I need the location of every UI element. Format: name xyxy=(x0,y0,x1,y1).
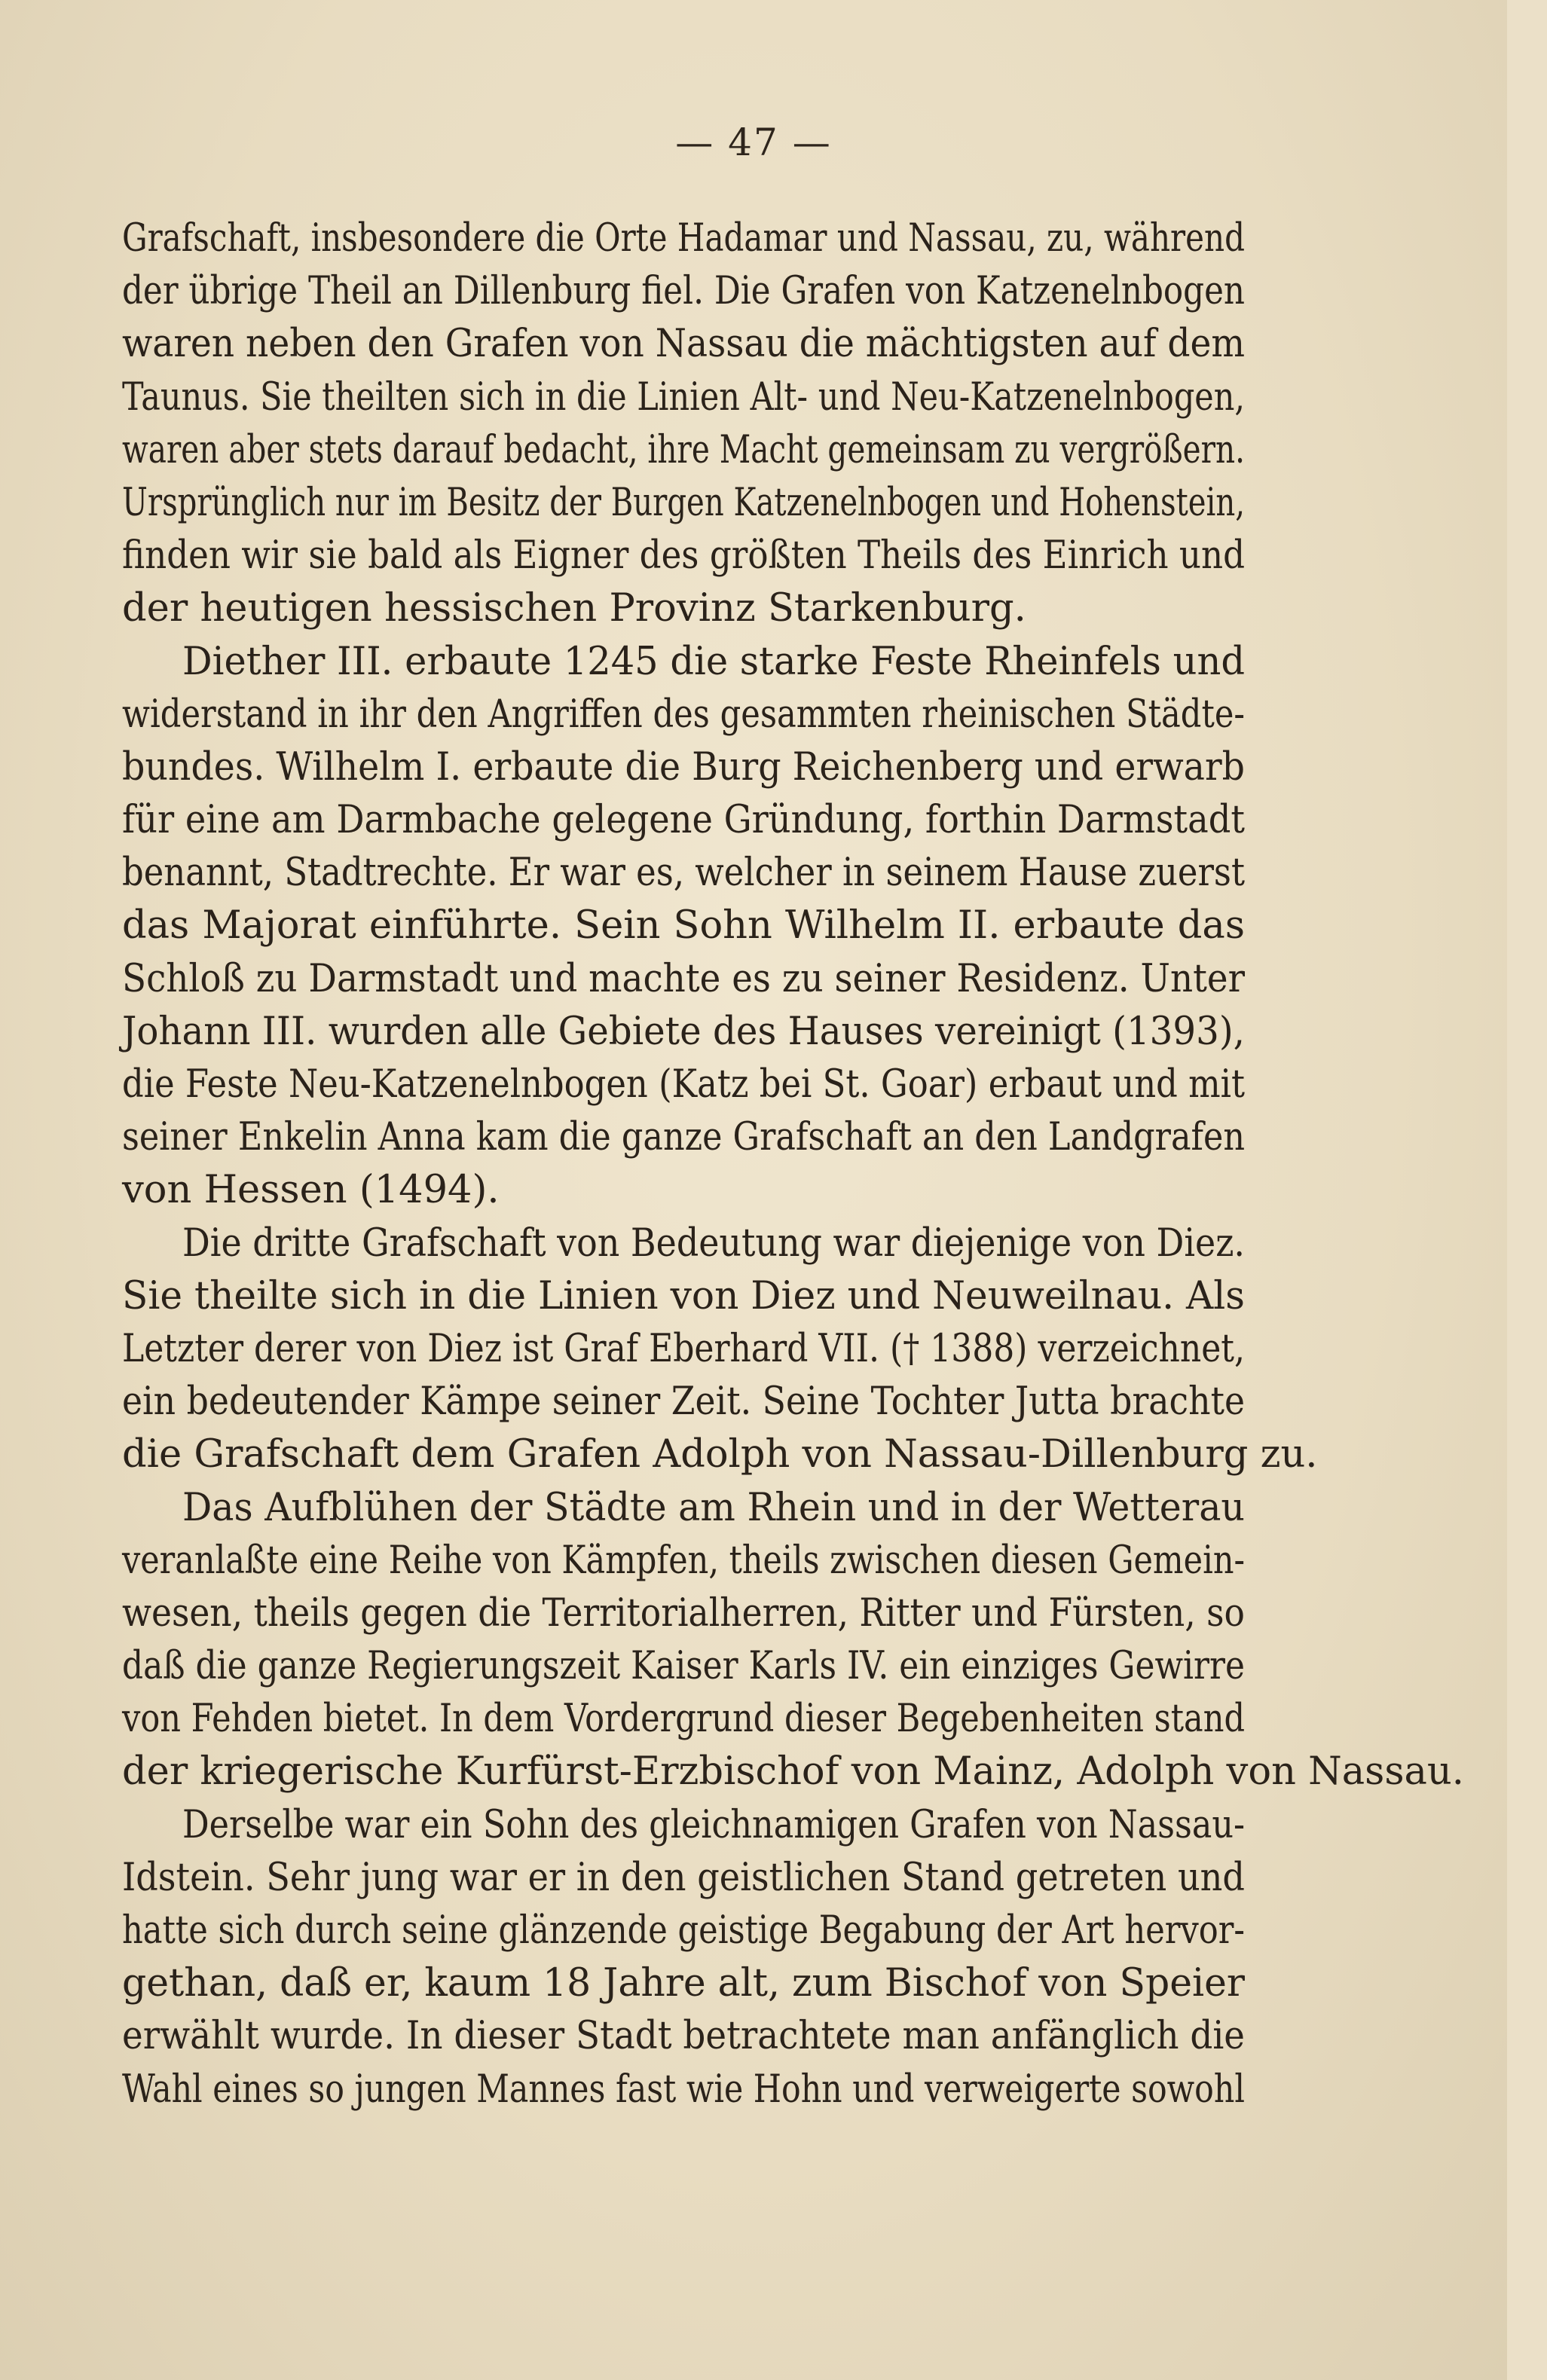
text-line xyxy=(122,371,1245,424)
text-line-content: Derselbe war ein Sohn des gleichnamigen Grafen von Nassau- xyxy=(182,1802,1245,1847)
text-line xyxy=(122,689,1245,741)
text-line-content: die Feste Neu-Katzenelnbogen (Katz bei St. Goar) erbaut und mit xyxy=(122,1062,1245,1107)
text-line xyxy=(122,530,1245,582)
text-line-content: Diether III. erbaute 1245 die starke Feste Rheinfels und xyxy=(182,639,1245,684)
text-line-content: Das Aufblühen der Städte am Rhein und in der Wetterau xyxy=(182,1485,1245,1530)
text-line xyxy=(122,1640,1245,1693)
text-line xyxy=(122,2064,1245,2116)
text-line xyxy=(122,1587,1245,1640)
text-line-content: finden wir sie bald als Eigner des größten Theils des Einrich und xyxy=(122,533,1245,579)
text-line xyxy=(122,953,1245,1006)
text-line xyxy=(122,582,1245,635)
page-number: — 47 — xyxy=(675,121,832,164)
text-line xyxy=(122,1905,1245,1957)
text-line-content: Schloß zu Darmstadt und machte es zu seiner Residenz. Unter xyxy=(122,956,1245,1001)
text-line-content: für eine am Darmbache gelegene Gründung, forthin Darmstadt xyxy=(122,798,1245,843)
text-line-content: Sie theilte sich in die Linien von Diez und Neuweilnau. Als xyxy=(122,1273,1245,1318)
text-line xyxy=(122,1323,1245,1376)
text-line-content: Wahl eines so jungen Mannes fast wie Hohn und verweigerte sowohl xyxy=(122,2067,1245,2112)
text-line-content: seiner Enkelin Anna kam die ganze Grafschaft an den Landgrafen xyxy=(122,1115,1245,1160)
text-line xyxy=(122,636,1245,689)
text-line xyxy=(122,1006,1245,1059)
body-text xyxy=(122,212,1464,2116)
text-line xyxy=(122,1535,1245,1587)
text-line xyxy=(122,318,1245,371)
text-line-content: widerstand in ihr den Angriffen des gesammten rheinischen Städte- xyxy=(122,692,1245,737)
text-line xyxy=(122,1217,1245,1270)
text-line xyxy=(122,2010,1245,2063)
text-line-content: von Fehden bietet. In dem Vordergrund dieser Begebenheiten stand xyxy=(122,1697,1245,1742)
text-line xyxy=(122,1799,1245,1852)
text-line xyxy=(122,477,1245,530)
text-line-content: waren neben den Grafen von Nassau die mächtigsten auf dem xyxy=(122,322,1245,367)
text-line-content: ein bedeutender Kämpe seiner Zeit. Seine Tochter Jutta brachte xyxy=(122,1379,1245,1425)
text-line-content: Ursprünglich nur im Besitz der Burgen Katzenelnbogen und Hohenstein, xyxy=(122,480,1245,525)
text-line-content: gethan, daß er, kaum 18 Jahre alt, zum Bischof von Speier xyxy=(122,1961,1245,2006)
text-line xyxy=(122,1957,1245,2010)
text-line-content: die Grafschaft dem Grafen Adolph von Nassau-Dillenburg zu. xyxy=(122,1432,1318,1477)
text-line xyxy=(122,212,1245,265)
text-line xyxy=(122,1746,1464,1798)
text-line-content: Johann III. wurden alle Gebiete des Hauses vereinigt (1393), xyxy=(122,1009,1245,1054)
text-line xyxy=(122,1111,1245,1164)
text-line xyxy=(122,1270,1245,1323)
text-line-content: veranlaßte eine Reihe von Kämpfen, theils zwischen diesen Gemein- xyxy=(122,1538,1245,1583)
text-line xyxy=(122,1852,1245,1905)
text-line-content: Taunus. Sie theilten sich in die Linien Alt- und Neu-Katzenelnbogen, xyxy=(122,374,1245,420)
text-line-content: Die dritte Grafschaft von Bedeutung war diejenige von Diez. xyxy=(182,1221,1245,1266)
text-line-content: wesen, theils gegen die Territorialherren, Ritter und Fürsten, so xyxy=(122,1590,1245,1636)
text-line xyxy=(122,741,1245,794)
text-line-content: Idstein. Sehr jung war er in den geistlichen Stand getreten und xyxy=(122,1855,1245,1900)
text-line-content: Grafschaft, insbesondere die Orte Hadamar und Nassau, zu, während xyxy=(122,216,1245,261)
text-line-content: das Majorat einführte. Sein Sohn Wilhelm II. erbaute das xyxy=(122,903,1245,949)
text-line xyxy=(122,1428,1318,1481)
text-line-content: hatte sich durch seine glänzende geistige Begabung der Art hervor- xyxy=(122,1908,1245,1953)
text-line-content: der übrige Theil an Dillenburg fiel. Die Grafen von Katzenelnbogen xyxy=(122,269,1245,314)
text-line xyxy=(122,424,1245,477)
text-line-content: bundes. Wilhelm I. erbaute die Burg Reichenberg und erwarb xyxy=(122,744,1245,790)
text-line-content: erwählt wurde. In dieser Stadt betrachtete man anfänglich die xyxy=(122,2014,1245,2059)
text-line xyxy=(122,1059,1245,1111)
text-line xyxy=(122,1376,1245,1428)
text-line xyxy=(122,847,1245,900)
text-line xyxy=(122,1164,1245,1217)
text-line xyxy=(122,900,1245,952)
text-line-content: der heutigen hessischen Provinz Starkenburg. xyxy=(122,586,1026,631)
text-line-content: benannt, Stadtrechte. Er war es, welcher in seinem Hause zuerst xyxy=(122,851,1245,896)
text-line-content: daß die ganze Regierungszeit Kaiser Karls IV. ein einziges Gewirre xyxy=(122,1644,1245,1689)
text-line xyxy=(122,1482,1245,1535)
text-line xyxy=(122,794,1245,847)
text-line xyxy=(122,265,1245,318)
text-line-content: von Hessen (1494). xyxy=(122,1168,500,1213)
text-line-content: waren aber stets darauf bedacht, ihre Macht gemeinsam zu vergrößern. xyxy=(122,427,1245,472)
text-line-content: der kriegerische Kurfürst-Erzbischof von Mainz, Adolph von Nassau. xyxy=(122,1749,1464,1795)
text-line xyxy=(122,1693,1245,1746)
text-line-content: Letzter derer von Diez ist Graf Eberhard VII. († 1388) verzeichnet, xyxy=(122,1326,1245,1371)
